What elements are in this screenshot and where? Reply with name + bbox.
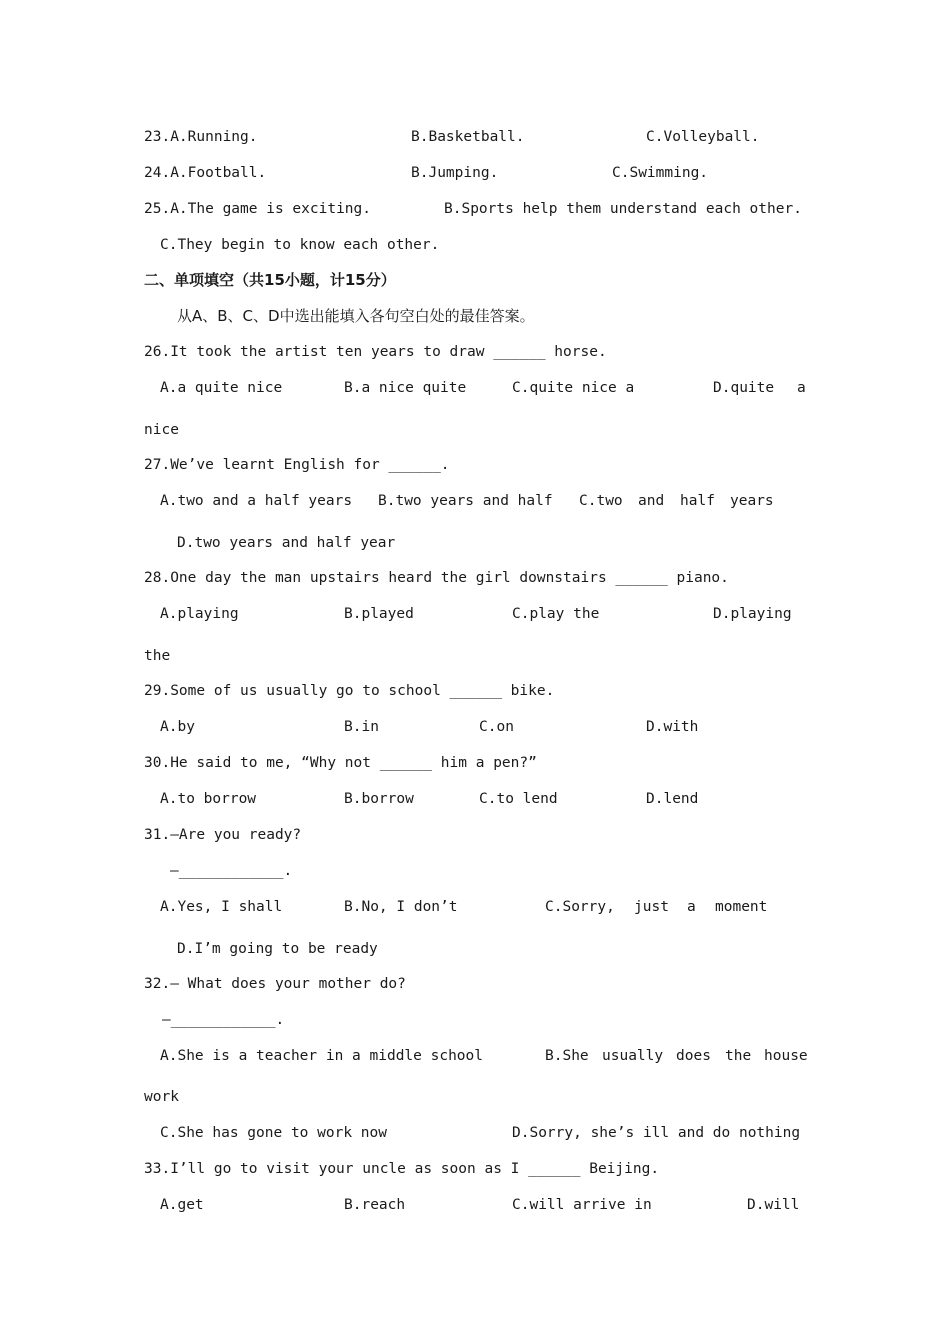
section-heading: 二、单项填空（共15小题，计15分） <box>144 271 396 289</box>
q30-option-d: D.lend <box>646 791 699 807</box>
q32-stem: 32.— What does your mother do? <box>144 976 406 992</box>
q31-option-c: C.Sorry, <box>545 899 615 915</box>
q32-option-d: D.Sorry, she’s ill and do nothing <box>512 1125 801 1141</box>
q28-option-b: B.played <box>344 606 414 622</box>
q25-option-a: 25.A.The game is exciting. <box>144 201 371 217</box>
q33-option-c: C.will arrive in <box>512 1197 652 1213</box>
q32-option-b: B.She <box>545 1048 589 1064</box>
q33-stem: 33.I’ll go to visit your uncle as soon as I ______ Beijing. <box>144 1161 660 1177</box>
q31-answer-blank: —____________. <box>170 863 293 879</box>
q29-option-b: B.in <box>344 719 379 735</box>
q30-option-b: B.borrow <box>344 791 414 807</box>
q30-stem: 30.He said to me, “Why not ______ him a pen?” <box>144 755 537 771</box>
q29-option-a: A.by <box>160 719 195 735</box>
q32-option-b-word: does <box>676 1048 711 1064</box>
q27-option-c-word: years <box>730 493 774 509</box>
q32-option-b-word: the <box>725 1048 752 1064</box>
q27-option-d: D.two years and half year <box>177 535 396 551</box>
q24-option-c: C.Swimming. <box>612 165 709 181</box>
q27-option-c: C.two <box>579 493 623 509</box>
q25-option-b: B.Sports help them understand each other. <box>444 201 802 217</box>
q31-option-c-word: a <box>687 899 696 915</box>
q31-option-c-word: moment <box>715 899 768 915</box>
q32-option-b-word: usually <box>602 1048 664 1064</box>
q32-option-b-continued: work <box>144 1089 179 1105</box>
q26-stem: 26.It took the artist ten years to draw ______ horse. <box>144 344 607 360</box>
q32-option-a: A.She is a teacher in a middle school <box>160 1048 484 1064</box>
q33-option-d: D.will <box>747 1197 800 1213</box>
q31-option-a: A.Yes, I shall <box>160 899 283 915</box>
section-instruction: 从A、B、C、D中选出能填入各句空白处的最佳答案。 <box>177 307 535 325</box>
q31-stem: 31.—Are you ready? <box>144 827 302 843</box>
q26-option-d: D.quite <box>713 380 775 396</box>
q29-option-d: D.with <box>646 719 699 735</box>
q29-option-c: C.on <box>479 719 514 735</box>
q33-option-b: B.reach <box>344 1197 406 1213</box>
q25-option-c: C.They begin to know each other. <box>160 237 440 253</box>
q27-option-c-word: and <box>638 493 665 509</box>
q28-option-c: C.play the <box>512 606 600 622</box>
q26-option-a: A.a quite nice <box>160 380 283 396</box>
q28-option-d-continued: the <box>144 648 171 664</box>
q31-option-d: D.I’m going to be ready <box>177 941 378 957</box>
q32-option-c: C.She has gone to work now <box>160 1125 387 1141</box>
q26-option-c: C.quite nice a <box>512 380 635 396</box>
q30-option-c: C.to lend <box>479 791 558 807</box>
q26-option-b: B.a nice quite <box>344 380 467 396</box>
q23-option-a: 23.A.Running. <box>144 129 258 145</box>
q31-option-b: B.No, I don’t <box>344 899 458 915</box>
q23-option-c: C.Volleyball. <box>646 129 760 145</box>
q27-option-c-word: half <box>680 493 715 509</box>
q27-option-a: A.two and a half years <box>160 493 353 509</box>
q30-option-a: A.to borrow <box>160 791 257 807</box>
q29-stem: 29.Some of us usually go to school ______ bike. <box>144 683 555 699</box>
q33-option-a: A.get <box>160 1197 204 1213</box>
q23-option-b: B.Basketball. <box>411 129 525 145</box>
q32-option-b-word: house <box>764 1048 808 1064</box>
q28-option-a: A.playing <box>160 606 239 622</box>
q28-option-d: D.playing <box>713 606 792 622</box>
q27-option-b: B.two years and half <box>378 493 553 509</box>
q27-stem: 27.We’ve learnt English for ______. <box>144 457 450 473</box>
q32-answer-blank: —____________. <box>162 1012 285 1028</box>
q31-option-c-word: just <box>634 899 669 915</box>
q24-option-a: 24.A.Football. <box>144 165 267 181</box>
q24-option-b: B.Jumping. <box>411 165 499 181</box>
q28-stem: 28.One day the man upstairs heard the girl downstairs ______ piano. <box>144 570 729 586</box>
q26-option-d-word: a <box>797 380 806 396</box>
q26-option-d-continued: nice <box>144 422 179 438</box>
